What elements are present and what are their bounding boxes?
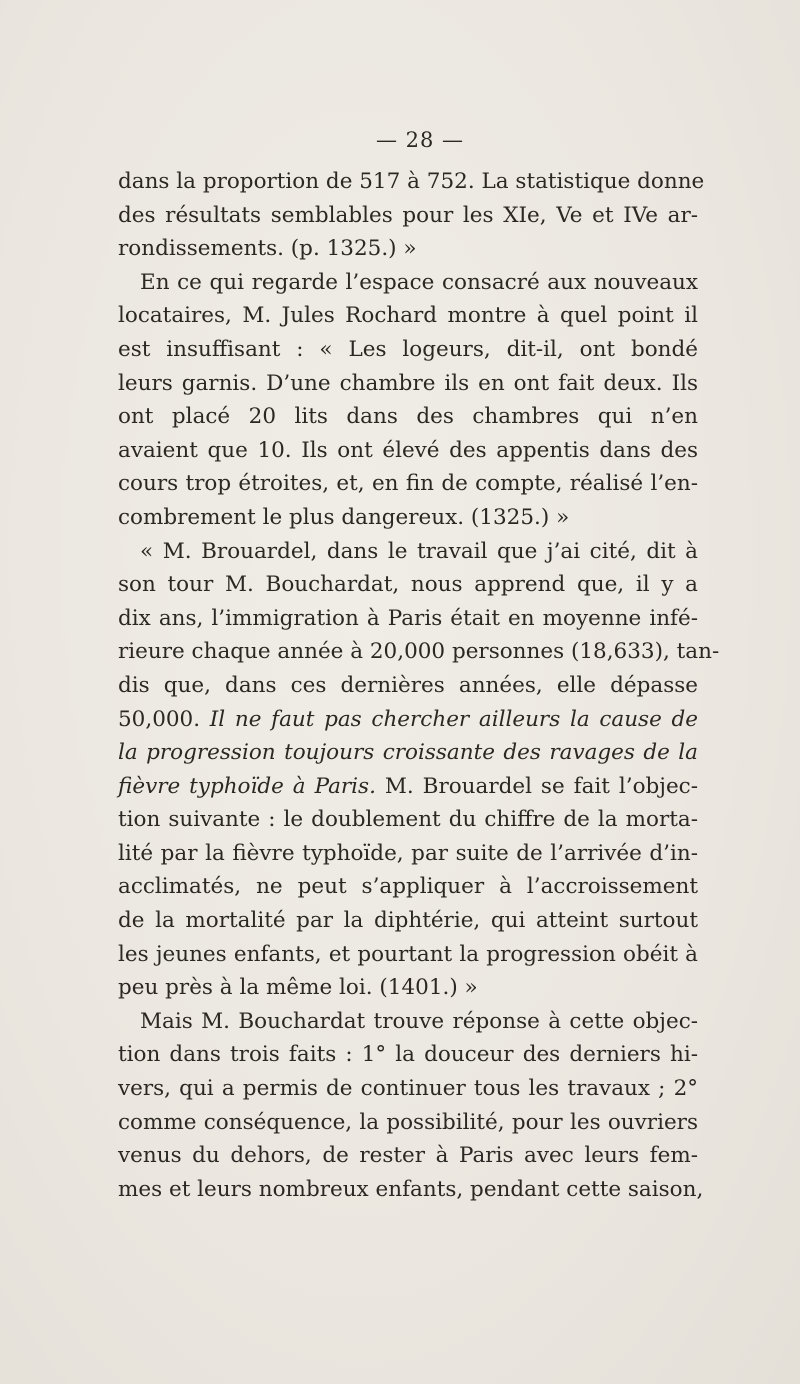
line-text: lité par la fièvre typhoïde, par suite de l’arrivée d’in- [118,840,698,866]
line-text: « M. Brouardel, dans le travail que j’ai cité, dit à [140,538,698,564]
line-text: acclimatés, ne peut s’appliquer à l’accroissement [118,874,698,900]
text-line [118,1173,704,1207]
line-text: avaient que 10. Ils ont élevé des appentis dans des [118,437,698,463]
line-text: les jeunes enfants, et pourtant la progression obéit à [118,941,698,967]
text-line [118,400,698,434]
line-text: combrement le plus dangereux. (1325.) » [118,504,570,530]
text-line [118,736,698,770]
text-line [118,1072,698,1106]
line-text: est insuffisant : « Les logeurs, dit-il, ont bondé [118,336,698,362]
text-line [118,703,698,737]
page-number: — 28 — [375,128,465,152]
line-text: tion dans trois faits : 1° la douceur des derniers hi- [118,1042,698,1068]
text-line [118,770,698,804]
text-line [118,501,698,535]
text-line [118,535,698,569]
line-text: mes et leurs nombreux enfants, pendant cette saison, [118,1176,704,1202]
text-line [118,165,705,199]
text-line [118,333,698,367]
line-text: dans la proportion de 517 à 752. La statistique donne [118,169,705,194]
body-text [118,165,720,1206]
text-line [118,434,698,468]
italic-text: Il ne faut pas chercher ailleurs la cause de [209,706,698,732]
line-text: vers, qui a permis de continuer tous les travaux ; 2° [118,1076,698,1102]
text-line [118,1106,698,1140]
line-text: rieure chaque année à 20,000 personnes (18,633), tan- [118,639,720,665]
text-line [118,1139,698,1173]
line-text: locataires, M. Jules Rochard montre à quel point il [118,303,698,329]
text-line [118,971,698,1005]
line-text: de la mortalité par la diphtérie, qui atteint surtout [118,908,698,934]
line-text: son tour M. Bouchardat, nous apprend que, il y a [118,572,698,598]
line-text: 50,000. [118,706,210,732]
text-line [118,669,698,703]
line-text: rondissements. (p. 1325.) » [118,236,417,262]
line-text: En ce qui regarde l’espace consacré aux nouveaux [140,269,698,295]
text-line [118,199,698,233]
line-text: cours trop étroites, et, en fin de compte, réalisé l’en- [118,471,698,497]
italic-text: la progression toujours croissante des ravages de la [118,740,698,766]
line-text: venus du dehors, de rester à Paris avec leurs fem- [118,1143,698,1169]
text-line [118,299,698,333]
italic-text: fièvre typhoïde à Paris. [118,773,385,799]
text-line [118,938,698,972]
text-line [118,635,720,669]
line-text: ont placé 20 lits dans des chambres qui n’en [118,404,698,430]
line-text: dis que, dans ces dernières années, elle dépasse [118,672,698,698]
line-text: tion suivante : le doublement du chiffre de la morta- [118,807,698,833]
text-line [118,232,698,266]
line-text: comme conséquence, la possibilité, pour les ouvriers [118,1109,698,1135]
line-text: peu près à la même loi. (1401.) » [118,975,478,1001]
text-line [118,1005,698,1039]
text-line [118,1038,698,1072]
text-line [118,367,698,401]
text-line [118,602,698,636]
text-line [118,803,698,837]
text-line [118,568,698,602]
line-text: dix ans, l’immigration à Paris était en moyenne infé- [118,605,698,631]
line-text: des résultats semblables pour les XIe, Ve et IVe ar- [118,202,698,228]
line-text: Mais M. Bouchardat trouve réponse à cette objec- [140,1008,698,1034]
text-line [118,870,698,904]
text-line [118,266,698,300]
text-line [118,467,698,501]
line-text: leurs garnis. D’une chambre ils en ont fait deux. Ils [118,370,698,396]
text-line [118,904,698,938]
text-line [118,837,698,871]
line-text: M. Brouardel se fait l’objec- [384,773,698,799]
